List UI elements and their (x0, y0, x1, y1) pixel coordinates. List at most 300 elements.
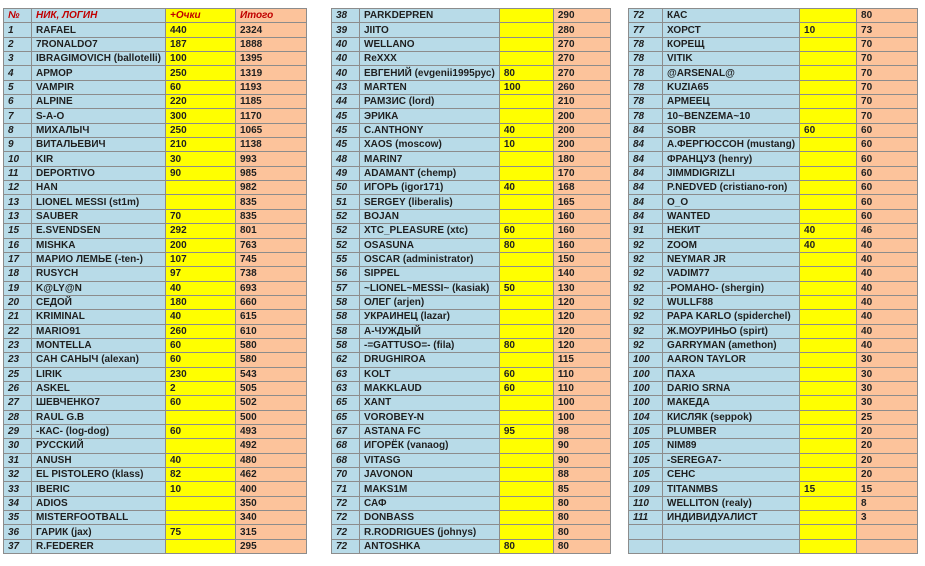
total-cell[interactable]: 3 (857, 511, 918, 525)
points-cell[interactable] (800, 80, 857, 94)
total-cell[interactable]: 115 (553, 353, 610, 367)
rank-cell[interactable]: 27 (4, 396, 32, 410)
total-cell[interactable]: 60 (857, 181, 918, 195)
total-cell[interactable]: 70 (857, 109, 918, 123)
total-cell[interactable]: 40 (857, 324, 918, 338)
rank-cell[interactable]: 37 (4, 539, 32, 553)
nick-cell[interactable]: MARTEN (360, 80, 500, 94)
points-cell[interactable]: 60 (166, 338, 236, 352)
rank-cell[interactable]: 105 (629, 439, 663, 453)
nick-cell[interactable]: -=GATTUSO=- (fila) (360, 338, 500, 352)
nick-cell[interactable]: K@LY@N (32, 281, 166, 295)
nick-cell[interactable]: JAVONON (360, 468, 500, 482)
points-cell[interactable]: 100 (166, 52, 236, 66)
nick-cell[interactable]: ВИТАЛЬЕВИЧ (32, 138, 166, 152)
rank-cell[interactable]: 57 (332, 281, 360, 295)
rank-cell[interactable]: 62 (332, 353, 360, 367)
points-cell[interactable] (499, 152, 553, 166)
rank-cell[interactable] (629, 525, 663, 539)
nick-cell[interactable]: Ж.МОУРИНЬО (spirt) (663, 324, 800, 338)
points-cell[interactable]: 60 (499, 381, 553, 395)
rank-cell[interactable]: 91 (629, 224, 663, 238)
total-cell[interactable]: 200 (553, 138, 610, 152)
rank-cell[interactable]: 78 (629, 95, 663, 109)
points-cell[interactable] (800, 324, 857, 338)
points-cell[interactable] (800, 138, 857, 152)
points-cell[interactable]: 82 (166, 468, 236, 482)
rank-cell[interactable]: 44 (332, 95, 360, 109)
rank-cell[interactable]: 92 (629, 267, 663, 281)
header-total[interactable]: Итого (236, 9, 307, 23)
points-cell[interactable] (800, 396, 857, 410)
total-cell[interactable]: 462 (236, 468, 307, 482)
nick-cell[interactable]: PARKDEPREN (360, 9, 500, 23)
total-cell[interactable]: 70 (857, 37, 918, 51)
total-cell[interactable]: 165 (553, 195, 610, 209)
points-cell[interactable] (166, 195, 236, 209)
nick-cell[interactable]: ASTANA FC (360, 424, 500, 438)
total-cell[interactable]: 40 (857, 252, 918, 266)
total-cell[interactable]: 160 (553, 238, 610, 252)
total-cell[interactable]: 100 (553, 410, 610, 424)
points-cell[interactable]: 260 (166, 324, 236, 338)
points-cell[interactable]: 10 (800, 23, 857, 37)
total-cell[interactable]: 502 (236, 396, 307, 410)
total-cell[interactable]: 90 (553, 453, 610, 467)
points-cell[interactable] (499, 23, 553, 37)
total-cell[interactable]: 8 (857, 496, 918, 510)
total-cell[interactable]: 30 (857, 396, 918, 410)
total-cell[interactable]: 801 (236, 224, 307, 238)
rank-cell[interactable]: 55 (332, 252, 360, 266)
points-cell[interactable]: 60 (166, 80, 236, 94)
nick-cell[interactable]: АРМЕЕЦ (663, 95, 800, 109)
total-cell[interactable]: 738 (236, 267, 307, 281)
rank-cell[interactable]: 58 (332, 295, 360, 309)
rank-cell[interactable]: 105 (629, 468, 663, 482)
total-cell[interactable]: 580 (236, 353, 307, 367)
points-cell[interactable]: 2 (166, 381, 236, 395)
rank-cell[interactable]: 32 (4, 468, 32, 482)
points-cell[interactable] (800, 166, 857, 180)
points-cell[interactable]: 100 (499, 80, 553, 94)
total-cell[interactable]: 40 (857, 295, 918, 309)
total-cell[interactable]: 30 (857, 353, 918, 367)
rank-cell[interactable]: 15 (4, 224, 32, 238)
nick-cell[interactable]: КИСЛЯК (seppok) (663, 410, 800, 424)
nick-cell[interactable]: C.ANTHONY (360, 123, 500, 137)
rank-cell[interactable]: 72 (332, 511, 360, 525)
points-cell[interactable] (499, 267, 553, 281)
nick-cell[interactable]: PLUMBER (663, 424, 800, 438)
rank-cell[interactable]: 78 (629, 66, 663, 80)
nick-cell[interactable]: LIONEL MESSI (st1m) (32, 195, 166, 209)
rank-cell[interactable]: 30 (4, 439, 32, 453)
nick-cell[interactable]: ИГОРЬ (igor171) (360, 181, 500, 195)
total-cell[interactable]: 40 (857, 338, 918, 352)
rank-cell[interactable]: 45 (332, 123, 360, 137)
nick-cell[interactable]: MARIN7 (360, 152, 500, 166)
total-cell[interactable]: 985 (236, 166, 307, 180)
rank-cell[interactable]: 92 (629, 310, 663, 324)
nick-cell[interactable]: А-ЧУЖДЫЙ (360, 324, 500, 338)
points-cell[interactable]: 40 (499, 181, 553, 195)
points-cell[interactable] (800, 525, 857, 539)
total-cell[interactable]: 60 (857, 209, 918, 223)
points-cell[interactable]: 440 (166, 23, 236, 37)
rank-cell[interactable]: 100 (629, 381, 663, 395)
rank-cell[interactable]: 105 (629, 453, 663, 467)
total-cell[interactable]: 1065 (236, 123, 307, 137)
points-cell[interactable]: 250 (166, 66, 236, 80)
nick-cell[interactable]: MAKS1M (360, 482, 500, 496)
nick-cell[interactable]: ReXXX (360, 52, 500, 66)
points-cell[interactable] (800, 367, 857, 381)
nick-cell[interactable]: ADIOS (32, 496, 166, 510)
points-cell[interactable] (499, 109, 553, 123)
rank-cell[interactable]: 52 (332, 238, 360, 252)
rank-cell[interactable]: 22 (4, 324, 32, 338)
nick-cell[interactable]: ОЛЕГ (arjen) (360, 295, 500, 309)
total-cell[interactable]: 168 (553, 181, 610, 195)
total-cell[interactable]: 73 (857, 23, 918, 37)
rank-cell[interactable]: 100 (629, 353, 663, 367)
total-cell[interactable]: 80 (857, 9, 918, 23)
points-cell[interactable] (800, 95, 857, 109)
total-cell[interactable]: 493 (236, 424, 307, 438)
total-cell[interactable]: 610 (236, 324, 307, 338)
nick-cell[interactable]: -SEREGA7- (663, 453, 800, 467)
total-cell[interactable]: 130 (553, 281, 610, 295)
points-cell[interactable]: 60 (166, 396, 236, 410)
nick-cell[interactable]: RAFAEL (32, 23, 166, 37)
total-cell[interactable]: 693 (236, 281, 307, 295)
total-cell[interactable]: 70 (857, 66, 918, 80)
rank-cell[interactable]: 40 (332, 52, 360, 66)
total-cell[interactable]: 110 (553, 381, 610, 395)
rank-cell[interactable]: 3 (4, 52, 32, 66)
points-cell[interactable]: 97 (166, 267, 236, 281)
total-cell[interactable]: 580 (236, 338, 307, 352)
rank-cell[interactable]: 36 (4, 525, 32, 539)
rank-cell[interactable]: 39 (332, 23, 360, 37)
total-cell[interactable]: 993 (236, 152, 307, 166)
nick-cell[interactable]: 7RONALDO7 (32, 37, 166, 51)
total-cell[interactable]: 120 (553, 310, 610, 324)
points-cell[interactable] (800, 468, 857, 482)
rank-cell[interactable]: 109 (629, 482, 663, 496)
points-cell[interactable] (800, 66, 857, 80)
rank-cell[interactable]: 92 (629, 295, 663, 309)
points-cell[interactable]: 180 (166, 295, 236, 309)
nick-cell[interactable]: WELLANO (360, 37, 500, 51)
nick-cell[interactable]: МАРИО ЛЕМЬЕ (-ten-) (32, 252, 166, 266)
nick-cell[interactable]: OSCAR (administrator) (360, 252, 500, 266)
nick-cell[interactable]: VAMPIR (32, 80, 166, 94)
nick-cell[interactable]: ПАХА (663, 367, 800, 381)
points-cell[interactable] (499, 496, 553, 510)
points-cell[interactable] (800, 381, 857, 395)
points-cell[interactable]: 60 (499, 224, 553, 238)
points-cell[interactable] (800, 539, 857, 553)
rank-cell[interactable]: 92 (629, 338, 663, 352)
points-cell[interactable] (166, 511, 236, 525)
rank-cell[interactable]: 18 (4, 267, 32, 281)
rank-cell[interactable]: 23 (4, 353, 32, 367)
nick-cell[interactable]: АРМОР (32, 66, 166, 80)
rank-cell[interactable]: 43 (332, 80, 360, 94)
total-cell[interactable]: 210 (553, 95, 610, 109)
points-cell[interactable]: 90 (166, 166, 236, 180)
total-cell[interactable]: 60 (857, 166, 918, 180)
nick-cell[interactable]: OSASUNA (360, 238, 500, 252)
rank-cell[interactable]: 77 (629, 23, 663, 37)
rank-cell[interactable]: 58 (332, 338, 360, 352)
nick-cell[interactable]: DONBASS (360, 511, 500, 525)
points-cell[interactable] (499, 195, 553, 209)
points-cell[interactable]: 40 (800, 224, 857, 238)
rank-cell[interactable]: 56 (332, 267, 360, 281)
rank-cell[interactable]: 63 (332, 381, 360, 395)
rank-cell[interactable]: 110 (629, 496, 663, 510)
nick-cell[interactable]: SERGEY (liberalis) (360, 195, 500, 209)
total-cell[interactable]: 260 (553, 80, 610, 94)
total-cell[interactable]: 85 (553, 482, 610, 496)
rank-cell[interactable]: 31 (4, 453, 32, 467)
points-cell[interactable] (499, 525, 553, 539)
total-cell[interactable]: 88 (553, 468, 610, 482)
total-cell[interactable]: 140 (553, 267, 610, 281)
points-cell[interactable] (499, 396, 553, 410)
nick-cell[interactable]: MONTELLA (32, 338, 166, 352)
nick-cell[interactable]: MARIO91 (32, 324, 166, 338)
rank-cell[interactable]: 72 (332, 539, 360, 553)
total-cell[interactable]: 120 (553, 295, 610, 309)
rank-cell[interactable]: 29 (4, 424, 32, 438)
rank-cell[interactable]: 4 (4, 66, 32, 80)
points-cell[interactable]: 292 (166, 224, 236, 238)
total-cell[interactable]: 60 (857, 123, 918, 137)
nick-cell[interactable]: НЕКИТ (663, 224, 800, 238)
total-cell[interactable]: 160 (553, 224, 610, 238)
points-cell[interactable]: 80 (499, 338, 553, 352)
rank-cell[interactable]: 105 (629, 424, 663, 438)
total-cell[interactable]: 350 (236, 496, 307, 510)
points-cell[interactable] (800, 252, 857, 266)
rank-cell[interactable]: 67 (332, 424, 360, 438)
total-cell[interactable]: 80 (553, 525, 610, 539)
rank-cell[interactable]: 51 (332, 195, 360, 209)
total-cell[interactable]: 1888 (236, 37, 307, 51)
total-cell[interactable]: 763 (236, 238, 307, 252)
nick-cell[interactable]: VOROBEY-N (360, 410, 500, 424)
total-cell[interactable]: 160 (553, 209, 610, 223)
points-cell[interactable] (800, 496, 857, 510)
total-cell[interactable]: 1138 (236, 138, 307, 152)
total-cell[interactable]: 505 (236, 381, 307, 395)
points-cell[interactable]: 210 (166, 138, 236, 152)
nick-cell[interactable]: -КАС- (log-dog) (32, 424, 166, 438)
points-cell[interactable] (499, 511, 553, 525)
points-cell[interactable] (499, 52, 553, 66)
nick-cell[interactable]: KIR (32, 152, 166, 166)
total-cell[interactable]: 400 (236, 482, 307, 496)
rank-cell[interactable]: 68 (332, 439, 360, 453)
rank-cell[interactable]: 25 (4, 367, 32, 381)
nick-cell[interactable]: KOLT (360, 367, 500, 381)
nick-cell[interactable]: ИГОРЁК (vanaog) (360, 439, 500, 453)
nick-cell[interactable]: PAPA KARLO (spiderchel) (663, 310, 800, 324)
rank-cell[interactable]: 21 (4, 310, 32, 324)
rank-cell[interactable]: 65 (332, 396, 360, 410)
total-cell[interactable]: 340 (236, 511, 307, 525)
nick-cell[interactable]: DARIO SRNA (663, 381, 800, 395)
rank-cell[interactable]: 58 (332, 324, 360, 338)
rank-cell[interactable]: 84 (629, 138, 663, 152)
total-cell[interactable]: 30 (857, 367, 918, 381)
total-cell[interactable]: 90 (553, 439, 610, 453)
points-cell[interactable] (800, 267, 857, 281)
nick-cell[interactable]: ~LIONEL~MESSI~ (kasiak) (360, 281, 500, 295)
rank-cell[interactable]: 65 (332, 410, 360, 424)
total-cell[interactable]: 60 (857, 152, 918, 166)
total-cell[interactable]: 170 (553, 166, 610, 180)
total-cell[interactable]: 60 (857, 195, 918, 209)
total-cell[interactable]: 150 (553, 252, 610, 266)
nick-cell[interactable]: РАМЗИС (lord) (360, 95, 500, 109)
nick-cell[interactable]: VADIM77 (663, 267, 800, 281)
rank-cell[interactable]: 35 (4, 511, 32, 525)
rank-cell[interactable]: 70 (332, 468, 360, 482)
rank-cell[interactable]: 63 (332, 367, 360, 381)
rank-cell[interactable]: 45 (332, 109, 360, 123)
total-cell[interactable]: 20 (857, 453, 918, 467)
rank-cell[interactable]: 19 (4, 281, 32, 295)
points-cell[interactable]: 95 (499, 424, 553, 438)
rank-cell[interactable]: 13 (4, 195, 32, 209)
rank-cell[interactable]: 100 (629, 367, 663, 381)
nick-cell[interactable]: MAKKLAUD (360, 381, 500, 395)
total-cell[interactable]: 543 (236, 367, 307, 381)
rank-cell[interactable]: 72 (629, 9, 663, 23)
points-cell[interactable] (800, 52, 857, 66)
points-cell[interactable] (800, 338, 857, 352)
total-cell[interactable]: 20 (857, 439, 918, 453)
rank-cell[interactable]: 72 (332, 496, 360, 510)
total-cell[interactable]: 270 (553, 37, 610, 51)
nick-cell[interactable]: DEPORTIVO (32, 166, 166, 180)
points-cell[interactable]: 10 (499, 138, 553, 152)
points-cell[interactable]: 80 (499, 238, 553, 252)
nick-cell[interactable]: HAN (32, 181, 166, 195)
nick-cell[interactable]: MISHKA (32, 238, 166, 252)
points-cell[interactable] (800, 410, 857, 424)
nick-cell[interactable]: ХОРСТ (663, 23, 800, 37)
total-cell[interactable]: 70 (857, 52, 918, 66)
nick-cell[interactable]: IBRAGIMOVICH (ballotelli) (32, 52, 166, 66)
points-cell[interactable]: 70 (166, 209, 236, 223)
nick-cell[interactable]: WELLITON (realy) (663, 496, 800, 510)
points-cell[interactable]: 60 (800, 123, 857, 137)
points-cell[interactable] (800, 353, 857, 367)
rank-cell[interactable]: 92 (629, 281, 663, 295)
nick-cell[interactable]: JIMMDIGRIZLI (663, 166, 800, 180)
header-num[interactable]: № (4, 9, 32, 23)
rank-cell[interactable]: 9 (4, 138, 32, 152)
points-cell[interactable]: 60 (166, 353, 236, 367)
total-cell[interactable]: 835 (236, 209, 307, 223)
total-cell[interactable]: 70 (857, 95, 918, 109)
points-cell[interactable] (800, 209, 857, 223)
nick-cell[interactable]: ANTOSHKA (360, 539, 500, 553)
rank-cell[interactable]: 92 (629, 238, 663, 252)
nick-cell[interactable]: УКРАИНЕЦ (lazar) (360, 310, 500, 324)
nick-cell[interactable]: NIM89 (663, 439, 800, 453)
rank-cell[interactable]: 17 (4, 252, 32, 266)
rank-cell[interactable]: 12 (4, 181, 32, 195)
points-cell[interactable] (499, 95, 553, 109)
points-cell[interactable] (499, 410, 553, 424)
nick-cell[interactable]: СЕНС (663, 468, 800, 482)
nick-cell[interactable] (663, 539, 800, 553)
rank-cell[interactable]: 16 (4, 238, 32, 252)
nick-cell[interactable]: O_O (663, 195, 800, 209)
rank-cell[interactable]: 23 (4, 338, 32, 352)
rank-cell[interactable]: 7 (4, 109, 32, 123)
total-cell[interactable] (857, 539, 918, 553)
points-cell[interactable] (800, 195, 857, 209)
nick-cell[interactable]: MISTERFOOTBALL (32, 511, 166, 525)
total-cell[interactable]: 100 (553, 396, 610, 410)
total-cell[interactable]: 1170 (236, 109, 307, 123)
rank-cell[interactable]: 84 (629, 166, 663, 180)
rank-cell[interactable]: 92 (629, 324, 663, 338)
rank-cell[interactable]: 78 (629, 52, 663, 66)
points-cell[interactable] (499, 439, 553, 453)
points-cell[interactable] (800, 439, 857, 453)
nick-cell[interactable]: DRUGHIROA (360, 353, 500, 367)
rank-cell[interactable]: 34 (4, 496, 32, 510)
nick-cell[interactable]: РУССКИЙ (32, 439, 166, 453)
total-cell[interactable]: 835 (236, 195, 307, 209)
points-cell[interactable] (800, 295, 857, 309)
nick-cell[interactable]: ШЕВЧЕНКО7 (32, 396, 166, 410)
nick-cell[interactable]: SAUBER (32, 209, 166, 223)
total-cell[interactable]: 480 (236, 453, 307, 467)
total-cell[interactable]: 982 (236, 181, 307, 195)
nick-cell[interactable]: XANT (360, 396, 500, 410)
total-cell[interactable]: 1185 (236, 95, 307, 109)
total-cell[interactable]: 660 (236, 295, 307, 309)
nick-cell[interactable]: А.ФЕРГЮССОН (mustang) (663, 138, 800, 152)
total-cell[interactable]: 80 (553, 511, 610, 525)
nick-cell[interactable]: NEYMAR JR (663, 252, 800, 266)
total-cell[interactable]: 20 (857, 468, 918, 482)
total-cell[interactable]: 120 (553, 324, 610, 338)
total-cell[interactable]: 60 (857, 138, 918, 152)
total-cell[interactable]: 40 (857, 267, 918, 281)
rank-cell[interactable]: 6 (4, 95, 32, 109)
points-cell[interactable] (166, 439, 236, 453)
points-cell[interactable] (800, 453, 857, 467)
nick-cell[interactable]: САФ (360, 496, 500, 510)
points-cell[interactable]: 40 (499, 123, 553, 137)
rank-cell[interactable]: 8 (4, 123, 32, 137)
points-cell[interactable]: 80 (499, 539, 553, 553)
total-cell[interactable]: 40 (857, 281, 918, 295)
points-cell[interactable] (499, 310, 553, 324)
total-cell[interactable]: 80 (553, 539, 610, 553)
